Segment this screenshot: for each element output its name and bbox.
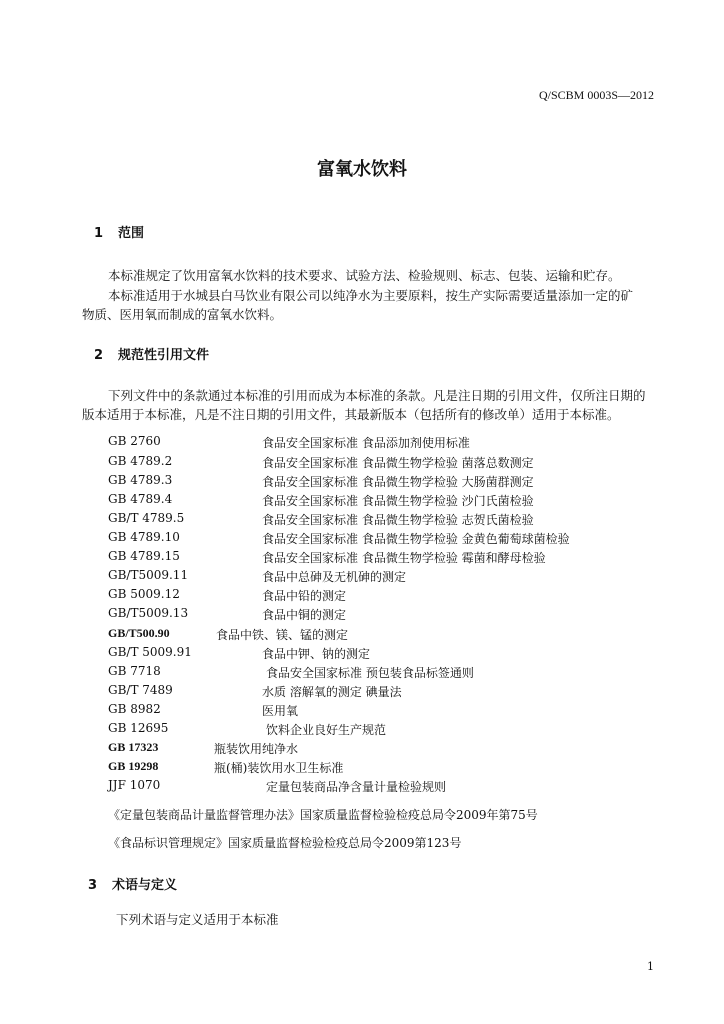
paragraph-line: 版本适用于本标准，凡是不注日期的引用文件，其最新版本（包括所有的修改单）适用于本标准。 [82, 407, 620, 422]
reference-code: GB 12695 [108, 721, 169, 735]
paragraph-line: 本标准规定了饮用富氧水饮料的技术要求、试验方法、检验规则、标志、包装、运输和贮存。 [108, 268, 621, 283]
reference-code: GB 17323 [108, 740, 159, 754]
reference-title: 瓶装饮用纯净水 [214, 742, 299, 756]
reference-title: 定量包装商品净含量计量检验规则 [266, 780, 447, 794]
reference-code: JJF 1070 [108, 778, 161, 792]
reference-title: 食品中铅的测定 [262, 589, 347, 603]
reference-title: 食品中钾、钠的测定 [262, 647, 371, 661]
reference-code: GB/T500.90 [108, 626, 170, 640]
section-3-title: 术语与定义 [112, 878, 178, 893]
reference-code: GB/T5009.13 [108, 606, 189, 620]
section-3-heading [88, 874, 177, 893]
reference-code: GB/T 5009.91 [108, 645, 192, 659]
document-title: 富氧水饮料 [317, 159, 407, 180]
reference-title: 食品安全国家标准 食品微生物学检验 志贺氏菌检验 [262, 513, 534, 527]
reference-code: GB/T 4789.5 [108, 511, 185, 525]
paragraph-line: 本标准适用于水城县白马饮业有限公司以纯净水为主要原料，按生产实际需要适量添加一定的矿 [108, 288, 634, 303]
reference-code: GB 4789.3 [108, 473, 173, 487]
regulation-note: 《食品标识管理规定》国家质量监督检验检疫总局令2009第123号 [108, 836, 462, 850]
reference-code: GB 4789.15 [108, 549, 180, 563]
reference-code: GB 5009.12 [108, 587, 180, 601]
reference-title: 瓶(桶)装饮用水卫生标准 [214, 761, 344, 775]
reference-code: GB 7718 [108, 664, 161, 678]
reference-code: GB 2760 [108, 434, 161, 448]
reference-title: 食品安全国家标准 食品微生物学检验 大肠菌群测定 [262, 475, 534, 489]
section-2-number: 2 [94, 348, 104, 363]
reference-title: 食品安全国家标准 食品微生物学检验 霉菌和酵母检验 [262, 551, 546, 565]
reference-code: GB/T 7489 [108, 683, 173, 697]
reference-code: GB 4789.4 [108, 492, 173, 506]
reference-code: GB 4789.10 [108, 530, 180, 544]
reference-title: 食品安全国家标准 食品微生物学检验 金黄色葡萄球菌检验 [262, 532, 570, 546]
reference-title: 医用氧 [262, 704, 299, 718]
standard-code: Q/SCBM 0003S—2012 [538, 88, 654, 102]
reference-title: 饮料企业良好生产规范 [266, 723, 387, 737]
reference-title: 食品安全国家标准 食品微生物学检验 菌落总数测定 [262, 456, 534, 470]
regulation-note: 《定量包装商品计量监督管理办法》国家质量监督检验检疫总局令2009年第75号 [108, 808, 538, 822]
reference-title: 食品安全国家标准 食品添加剂使用标准 [262, 436, 470, 450]
paragraph-line: 下列术语与定义适用于本标准 [116, 912, 279, 927]
reference-title: 食品中铜的测定 [262, 608, 347, 622]
section-1-number: 1 [94, 226, 104, 241]
reference-title: 食品中铁、镁、锰的测定 [216, 628, 349, 642]
section-2-heading [94, 344, 209, 363]
reference-title: 食品安全国家标准 预包装食品标签通则 [266, 666, 474, 680]
paragraph-line: 物质、医用氧而制成的富氧水饮料。 [82, 307, 283, 322]
section-3-number: 3 [88, 878, 98, 893]
reference-code: GB/T5009.11 [108, 568, 189, 582]
reference-title: 食品中总砷及无机砷的测定 [262, 570, 407, 584]
reference-code: GB 8982 [108, 702, 161, 716]
page-number: 1 [647, 960, 654, 973]
paragraph-line: 下列文件中的条款通过本标准的引用而成为本标准的条款。凡是注日期的引用文件，仅所注日期的 [108, 388, 646, 403]
section-1-title: 范围 [118, 226, 145, 241]
reference-code: GB 19298 [108, 759, 159, 773]
reference-title: 食品安全国家标准 食品微生物学检验 沙门氏菌检验 [262, 494, 534, 508]
reference-title: 水质 溶解氧的测定 碘量法 [262, 685, 402, 699]
reference-code: GB 4789.2 [108, 454, 173, 468]
section-2-title: 规范性引用文件 [118, 348, 210, 363]
section-1-heading [94, 222, 144, 241]
